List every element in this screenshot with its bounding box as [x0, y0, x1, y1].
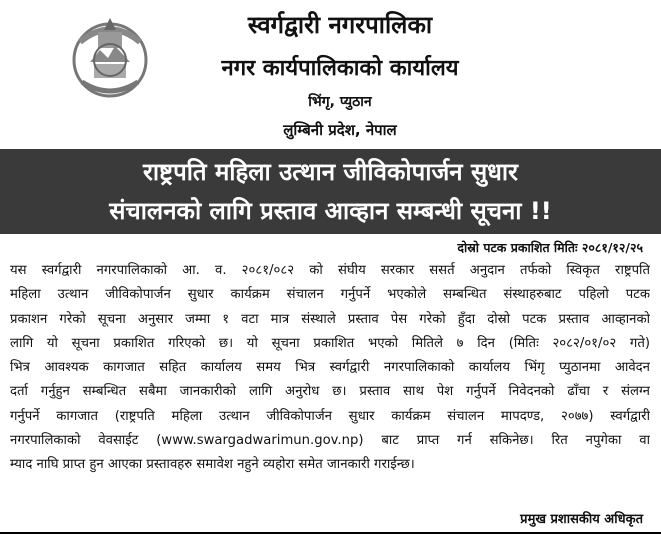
municipality-name: स्वर्गद्वारी नगरपालिका — [247, 11, 433, 39]
body-line: लागि यो सूचना प्रकाशित गरिएको छ। यो सूचना प्रकाशित भएको मितिले ७ दिन (मितिः २०८२/०१/०२ गते) — [10, 335, 650, 351]
body-line: दर्ता गर्नुहुन सम्बन्धित सबैमा जानकारीको लागि अनुरोध छ। प्रस्ताव साथ पेश गर्नुपर्ने निवेदनको ढाँचा र संलग्न — [10, 384, 650, 400]
nepal-government-emblem-icon — [60, 12, 160, 102]
province-line: लुम्बिनी प्रदेश, नेपाल — [283, 121, 397, 139]
publication-date: दोस्रो पटक प्रकाशित मितिः २०८१/१२/२५ — [457, 240, 643, 255]
notice-body — [10, 259, 650, 478]
signatory-title: प्रमुख प्रशासकीय अधिकृत — [520, 512, 643, 527]
bottom-divider — [0, 532, 661, 534]
notice-title-banner — [0, 149, 661, 234]
body-line: महिला उत्थान जीविकोपार्जन सुधार कार्यक्रम संचालन गर्नुपर्ने भएकोले सम्बन्धित संस्थाहरुबाट पहिलो पटक — [10, 287, 650, 303]
body-line: प्रकाशन गरेको सूचना अनुसार जम्मा १ वटा मात्र संस्थाले प्रस्ताव पेस गरेको हुँदा दोस्रो पटक प्रस्ताव आव्हानको — [10, 311, 650, 327]
office-location: भिंगृ, प्युठान — [308, 94, 372, 110]
body-line: नगरपालिकाको वेवसाईट (www.swargadwarimun.gov.np) बाट प्राप्त गर्न सकिनेछ। रित नपुगेका वा — [10, 433, 650, 449]
notice-title-line-1: राष्ट्रपति महिला उत्थान जीविकोपार्जन सुधार — [143, 158, 518, 186]
body-line: म्याद नाघि प्राप्त हुन आएका प्रस्तावहरु समावेश नहुने व्यहोरा समेत जानकारी गराईन्छ। — [10, 457, 415, 473]
body-line: गर्नुपर्ने कागजात (राष्ट्रपति महिला उत्थान जीविकोपार्जन सुधार कार्यक्रम संचालन मापदण्ड, २०७७) स्वर्गद्वारी — [10, 408, 650, 424]
body-line: भित्र आवश्यक कागजात सहित कार्यालय समय भित्र स्वर्गद्वारी नगरपालिकाको कार्यालय भिंगृ प्युठानमा आवेदन — [10, 360, 650, 376]
notice-title-line-2: संचालनको लागि प्रस्ताव आव्हान सम्बन्धी सूचना !! — [109, 197, 552, 225]
office-name: नगर कार्यपालिकाको कार्यालय — [221, 56, 459, 81]
body-line: यस स्वर्गद्वारी नगरपालिकाको आ. व. २०८१/०८२ को संघीय सरकार ससर्त अनुदान तर्फको स्विकृत राष्ट्रपति — [10, 263, 650, 278]
